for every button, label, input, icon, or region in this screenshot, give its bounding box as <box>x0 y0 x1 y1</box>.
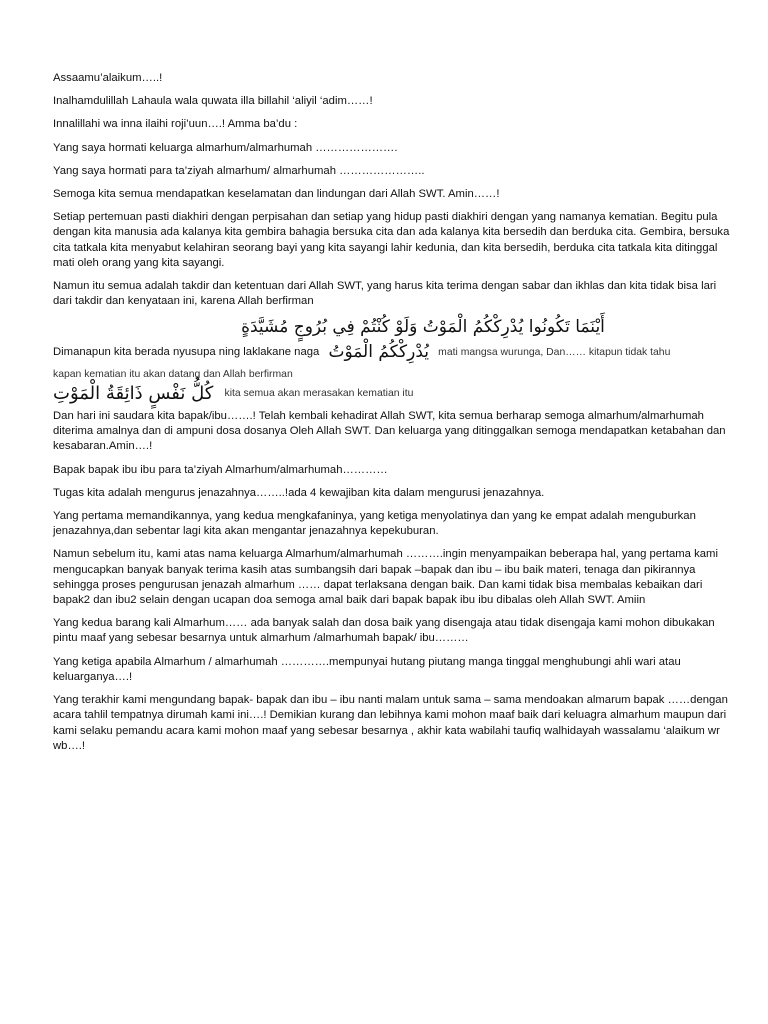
wherever-text-start: Dimanapun kita berada nyusupa ning laklakane naga <box>53 346 320 359</box>
respect-mourners: Yang saya hormati para ta’ziyah almarhum/ almarhumah ………………….. <box>53 164 425 177</box>
quran-phrase-yudrikkum: يُدْرِكْكُمُ الْمَوْتُ <box>328 342 430 363</box>
paragraph-forgiveness: Yang kedua barang kali Almarhum…… ada banyak salah dan dosa baik yang disengaja atau tidak disengaja kami mohon dibukakan pintu maaf yang sebesar besarnya untuk almarhum /almarhumah bapak/ ibu……… <box>53 617 715 645</box>
address-mourners: Bapak bapak ibu ibu para ta’ziyah Almarhum/almarhumah………… <box>53 463 388 476</box>
paragraph-deceased-today: Dan hari ini saudara kita bapak/ibu…….! Telah kembali kehadirat Allah SWT, kita semua berharap semoga almarhum/almarhumah diterima amalnya dan di ampuni dosa dosanya Oleh Allah SWT. Dan keluarga yang ditinggalkan semoga mendapatkan ketabahan dan kesabaran.Amin….! <box>53 410 726 453</box>
paragraph-debts: Yang ketiga apabila Almarhum / almarhumah ………….mempunyai hutang piutang manga tinggal menghubungi ahli wari atau keluarganya….! <box>53 655 681 683</box>
paragraph-every-soul <box>53 382 733 404</box>
paragraph-meeting-parting: Setiap pertemuan pasti diakhiri dengan perpisahan dan setiap yang hidup pasti diakhiri dengan yang namanya kematian. Begitu pula dengan kita manusia ada kalanya kita gembira bahagia bersuka cita dan ada kalanya kita bersedih dan berduka cita. Gembira, bersuka cita tatkala kita menyabut kelahiran seorang bayi yang kita sayangi lahir kedunia, dan kita bersedih, berduka cita tatkala kita ditinggal mati oleh orang yang kita sayangi. <box>53 211 730 269</box>
paragraph-four-obligations: Yang pertama memandikannya, yang kedua mengkafaninya, yang ketiga menyolatinya dan yang ke empat adalah menguburkan jenazahnya,dan sebentar lagi kita akan mengantar jenazahnya kepekuburan. <box>53 510 696 538</box>
quran-phrase-kullu-nafs: كُلُّ نَفْسٍ ذَائِقَةُ الْمَوْتِ <box>53 382 214 404</box>
paragraph-wherever <box>53 342 733 363</box>
paragraph-when-death: kapan kematian itu akan datang dan Allah berfirman <box>53 368 293 380</box>
paragraph-destiny: Namun itu semua adalah takdir dan ketentuan dari Allah SWT, yang harus kita terima dengan sabar dan ikhlas dan kita tidak bisa lari dari takdir dan kenyataan ini, karena Allah berfirman <box>53 280 717 308</box>
respect-family: Yang saya hormati keluarga almarhum/almarhumah …………………. <box>53 141 398 154</box>
paragraph-closing: Yang terakhir kami mengundang bapak- bapak dan ibu – ibu nanti malam untuk sama – sama mendoakan almarum bapak ……dengan acara tahlil tempatnya dirumah kami ini….! Demikian kurang dan lebihnya kami mohon maaf baik dari keluagra almarhum maupun dari kami selaku pemandu acara kami mohon maaf yang sebesar besarnya , akhir kata wabilahi taufiq walhidayah wassalamu ‘alaikum wr wb….! <box>53 694 728 752</box>
every-soul-meaning: kita semua akan merasakan kematian itu <box>224 387 414 399</box>
paragraph-gratitude: Namun sebelum itu, kami atas nama keluarga Almarhum/almarhumah ……….ingin menyampaikan beberapa hal, yang pertama kami mengucapkan banyak banyak terima kasih atas sumbangsih dari bapak –bapak dan ibu – ibu baik materi, tenaga dan pikirannya sehingga proses pengurusan jenazah almarhum …… dapat terlaksana dengan baik. Dan kami tidak bisa membalas kebaikan dari bapak2 dan ibu2 selain dengan ucapan doa semoga amal baik dari bapak bapak ibu ibu dibalas oleh Allah SWT. Amiin <box>53 548 718 607</box>
prayer-safety: Semoga kita semua mendapatkan keselamatan dan lindungan dari Allah SWT. Amin……! <box>53 188 500 201</box>
greeting-istirja: Innalillahi wa inna ilaihi roji’uun….! Amma ba’du : <box>53 118 298 131</box>
wherever-text-end: mati mangsa wurunga, Dan…… kitapun tidak tahu <box>438 347 671 359</box>
document-body <box>53 71 733 762</box>
paragraph-duty: Tugas kita adalah mengurus jenazahnya……..!ada 4 kewajiban kita dalam mengurusi jenazahnya. <box>53 486 545 499</box>
greeting-hamdalah: Inalhamdulillah Lahaula wala quwata illa billahil ‘aliyil ‘adim……! <box>53 95 373 108</box>
greeting-salam: Assaamu’alaikum…..! <box>53 72 163 84</box>
quran-verse-ainama: أَيْنَمَا تَكُونُوا يُدْرِكْكُمُ الْمَوْتُ وَلَوْ كُنْتُمْ فِي بُرُوجٍ مُشَيَّدَةٍ <box>241 317 605 338</box>
